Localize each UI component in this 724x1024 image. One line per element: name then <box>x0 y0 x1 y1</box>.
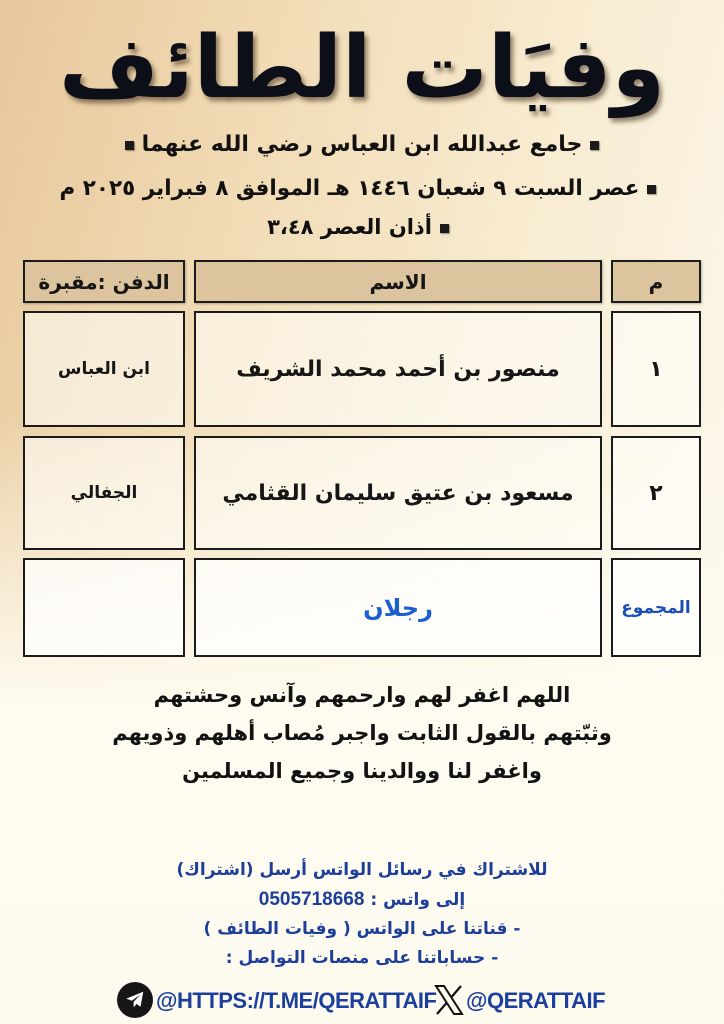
page-title: وفيَات الطائف <box>58 18 666 118</box>
telegram-link[interactable]: @HTTPS://T.ME/QERATTAIF <box>156 988 437 1013</box>
prayer-text <box>0 676 724 790</box>
column-header-name: الاسم <box>194 260 602 303</box>
adhan-line <box>0 212 724 242</box>
subscription-info <box>0 856 724 973</box>
row-2-number: ٢ <box>611 436 701 550</box>
row-1-cemetery: ابن العباس <box>23 311 185 427</box>
mosque-name: جامع عبدالله ابن العباس رضي الله عنهما <box>141 132 583 157</box>
square-bullet-icon <box>125 141 134 150</box>
mosque-line <box>0 130 724 160</box>
whatsapp-phone[interactable]: 0505718668 <box>258 889 365 910</box>
subscription-line-1: للاشتراك في رسائل الواتس أرسل (اشتراك) <box>176 860 548 880</box>
adhan-text: أذان العصر ٣،٤٨ <box>267 215 432 239</box>
social-links <box>0 980 724 1020</box>
square-bullet-icon <box>440 224 449 233</box>
x-handle[interactable]: @QERATTAIF <box>466 988 606 1013</box>
row-1-name: منصور بن أحمد محمد الشريف <box>194 311 602 427</box>
x-logo-icon[interactable] <box>434 984 464 1016</box>
subscription-line-3: - قناتنا على الواتس ( وفيات الطائف ) <box>203 919 521 939</box>
column-header-cemetery: الدفن :مقبرة <box>23 260 185 303</box>
total-value: رجلان <box>194 558 602 657</box>
date-text: عصر السبت ٩ شعبان ١٤٤٦ هـ الموافق ٨ فبراير ٢٠٢٥ م <box>59 176 640 201</box>
whatsapp-label: إلى واتس : <box>370 890 466 910</box>
total-cemetery-empty <box>23 558 185 657</box>
column-header-number: م <box>611 260 701 303</box>
row-2-cemetery: الجفالي <box>23 436 185 550</box>
date-line <box>0 174 724 204</box>
square-bullet-icon <box>590 141 599 150</box>
prayer-line-3: واغفر لنا ووالدينا وجميع المسلمين <box>182 759 542 783</box>
prayer-line-2: وثبّتهم بالقول الثابت واجبر مُصاب أهلهم وذويهم <box>112 721 612 745</box>
row-1-number: ١ <box>611 311 701 427</box>
subscription-line-2 <box>0 885 724 915</box>
subscription-line-4: - حساباتنا على منصات التواصل : <box>225 948 499 968</box>
prayer-line-1: اللهم اغفر لهم وارحمهم وآنس وحشتهم <box>153 683 571 707</box>
telegram-icon[interactable] <box>117 982 153 1018</box>
row-2-name: مسعود بن عتيق سليمان القثامي <box>194 436 602 550</box>
square-bullet-icon <box>647 185 656 194</box>
total-label: المجموع <box>611 558 701 657</box>
